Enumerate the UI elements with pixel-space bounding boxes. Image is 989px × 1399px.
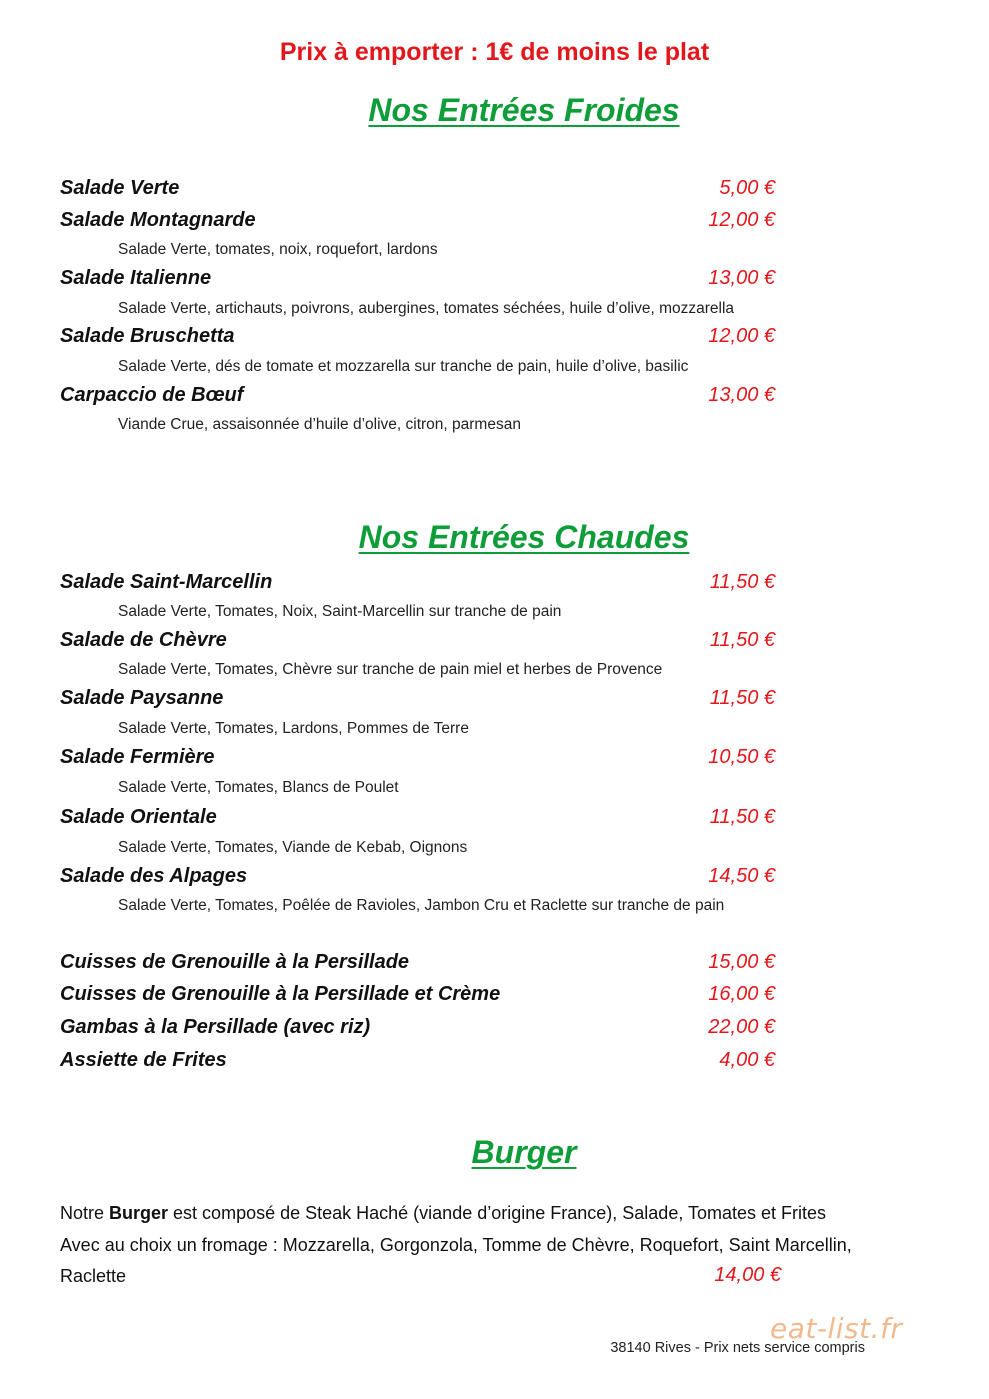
menu-item-name: Salade Montagnarde — [60, 209, 256, 231]
menu-item-name: Salade Saint-Marcellin — [60, 571, 273, 593]
menu-item-name: Gambas à la Persillade (avec riz) — [60, 1016, 371, 1038]
watermark-logo: eat-list.fr — [770, 1312, 903, 1345]
menu-item-name: Salade Fermière — [60, 746, 215, 768]
section-title-froides: Nos Entrées Froides — [368, 92, 680, 128]
menu-item-description: Salade Verte, dés de tomate et mozzarella sur tranche de pain, huile d’olive, basilic — [118, 358, 689, 375]
menu-item-name: Salade des Alpages — [60, 865, 248, 887]
burger-bold-word: Burger — [109, 1203, 169, 1223]
burger-suffix: est composé de Steak Haché (viande d’origine France), Salade, Tomates et Frites — [168, 1203, 827, 1223]
menu-item-name: Salade de Chèvre — [60, 629, 227, 651]
menu-item-price: 22,00 € — [708, 1016, 775, 1038]
menu-item-price: 4,00 € — [719, 1049, 775, 1071]
menu-item-description: Salade Verte, Tomates, Poêlée de Ravioles, Jambon Cru et Raclette sur tranche de pain — [118, 897, 725, 914]
menu-item-description: Salade Verte, Tomates, Noix, Saint-Marcellin sur tranche de pain — [118, 603, 562, 620]
section-title-chaudes: Nos Entrées Chaudes — [358, 519, 690, 555]
menu-item-price: 12,00 € — [708, 325, 775, 347]
menu-item-name: Assiette de Frites — [60, 1049, 227, 1071]
menu-item-description: Salade Verte, tomates, noix, roquefort, lardons — [118, 241, 438, 258]
menu-item-price: 5,00 € — [719, 177, 775, 199]
burger-price: 14,00 € — [714, 1264, 781, 1286]
menu-item-name: Carpaccio de Bœuf — [60, 384, 244, 406]
menu-item-price: 15,00 € — [708, 951, 775, 973]
menu-item-description: Salade Verte, Tomates, Blancs de Poulet — [118, 779, 399, 796]
menu-item-name: Salade Verte — [60, 177, 180, 199]
menu-item-description: Salade Verte, Tomates, Lardons, Pommes de Terre — [118, 720, 469, 737]
menu-item-name: Cuisses de Grenouille à la Persillade — [60, 951, 410, 973]
menu-item-name: Salade Orientale — [60, 806, 217, 828]
section-title-burger: Burger — [471, 1134, 577, 1170]
menu-item-name: Salade Paysanne — [60, 687, 224, 709]
burger-description-line — [60, 1203, 826, 1224]
menu-item-price: 11,50 € — [709, 571, 775, 593]
footer-text: 38140 Rives - Prix nets service compris — [610, 1340, 865, 1356]
menu-item-description: Salade Verte, Tomates, Viande de Kebab, Oignons — [118, 839, 468, 856]
menu-item-price: 13,00 € — [708, 267, 775, 289]
menu-item-price: 16,00 € — [708, 983, 775, 1005]
burger-cheese-line: Avec au choix un fromage : Mozzarella, Gorgonzola, Tomme de Chèvre, Roquefort, Saint Marcellin, — [60, 1235, 852, 1255]
burger-prefix: Notre — [60, 1203, 110, 1223]
menu-item-description: Viande Crue, assaisonnée d’huile d’olive, citron, parmesan — [118, 416, 521, 433]
menu-item-price: 14,50 € — [708, 865, 775, 887]
menu-item-name: Salade Italienne — [60, 267, 212, 289]
menu-item-description: Salade Verte, Tomates, Chèvre sur tranche de pain miel et herbes de Provence — [118, 661, 663, 678]
menu-item-name: Salade Bruschetta — [60, 325, 235, 347]
menu-item-price: 11,50 € — [709, 687, 775, 709]
menu-item-name: Cuisses de Grenouille à la Persillade et Crème — [60, 983, 501, 1005]
menu-item-price: 13,00 € — [708, 384, 775, 406]
burger-cheese-line-end: Raclette — [60, 1266, 127, 1286]
menu-item-description: Salade Verte, artichauts, poivrons, aubergines, tomates séchées, huile d’olive, mozzarella — [118, 300, 735, 317]
menu-item-price: 11,50 € — [709, 629, 775, 651]
promo-banner: Prix à emporter : 1€ de moins le plat — [279, 38, 710, 66]
menu-item-price: 12,00 € — [708, 209, 775, 231]
menu-item-price: 11,50 € — [709, 806, 775, 828]
menu-item-price: 10,50 € — [708, 746, 775, 768]
